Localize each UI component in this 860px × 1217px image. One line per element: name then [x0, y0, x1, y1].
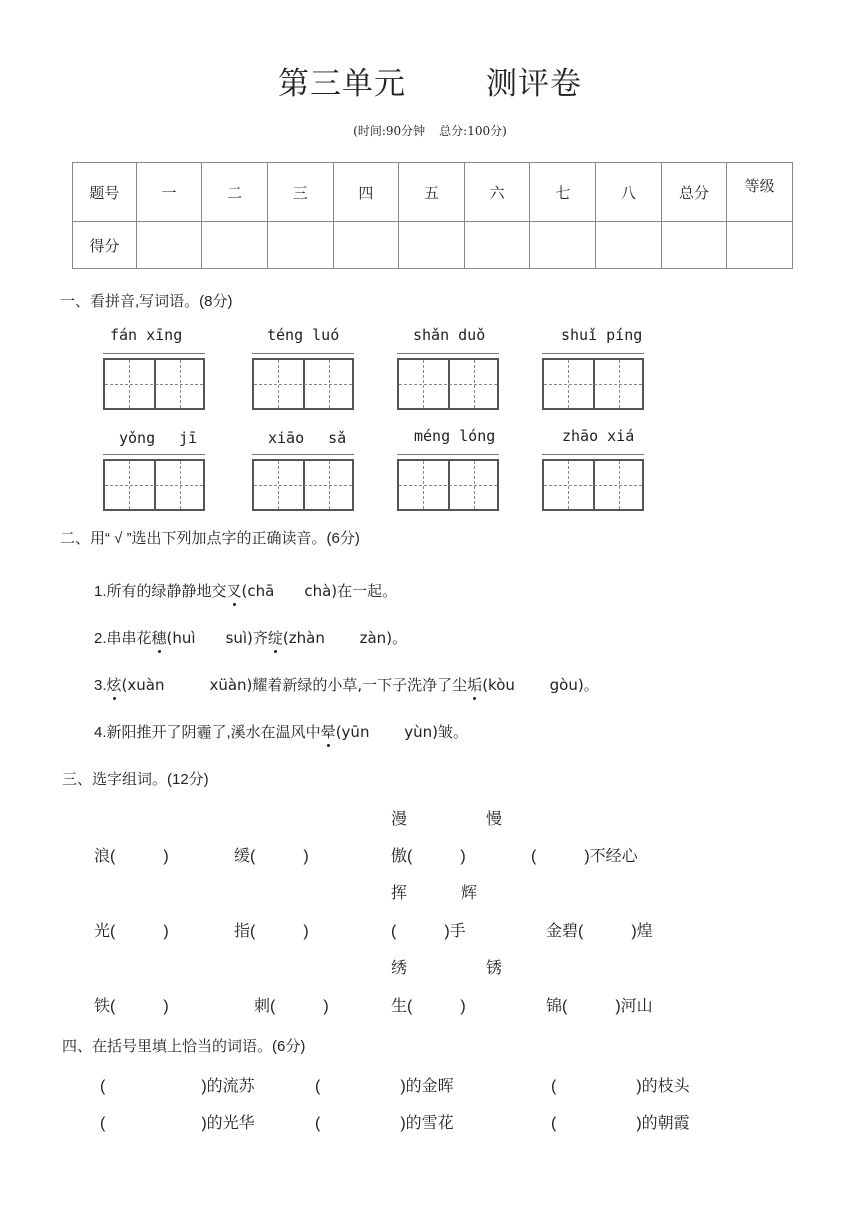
- fill-blank[interactable]: 金碧( )煌: [546, 923, 653, 940]
- score-cell: 四: [333, 163, 399, 222]
- fill-blank[interactable]: 傲( ): [391, 848, 466, 865]
- pinyin-label: téng luó: [267, 326, 340, 344]
- exam-total: 总分:100分): [439, 124, 507, 138]
- score-cell: 总分: [661, 163, 727, 222]
- pinyin-label: shuǐ píng: [561, 326, 643, 344]
- score-cell: 三: [267, 163, 333, 222]
- dotted-char: 垢: [467, 674, 482, 695]
- char-option: 慢: [486, 811, 503, 828]
- pinyin-label: fán xīng: [110, 326, 183, 344]
- writing-box[interactable]: [103, 358, 205, 410]
- score-table-score-row: [73, 222, 793, 269]
- fill-blank[interactable]: ( )的朝霞: [551, 1115, 690, 1132]
- fill-blank[interactable]: 浪( ): [94, 848, 169, 865]
- dotted-char: 穗: [152, 627, 167, 648]
- pinyin-label: xiāo sǎ: [268, 429, 347, 447]
- writing-box[interactable]: [542, 358, 644, 410]
- score-input-cell[interactable]: [661, 222, 727, 269]
- writing-box[interactable]: [542, 459, 644, 511]
- writing-box[interactable]: [103, 459, 205, 511]
- pinyin-label: yǒng jī: [119, 429, 198, 447]
- fill-blank[interactable]: ( )不经心: [531, 848, 638, 865]
- score-cell: 五: [399, 163, 465, 222]
- question-2-4: [94, 721, 468, 742]
- fill-blank[interactable]: ( )的雪花: [315, 1115, 454, 1132]
- question-2-1: [94, 580, 397, 601]
- question-2-3: [94, 674, 599, 695]
- score-cell: 题号: [73, 163, 137, 222]
- question-options[interactable]: (yūn yùn)皱。: [335, 723, 468, 741]
- section3-heading: 三、选字组词。(12分): [62, 771, 209, 788]
- score-cell: 二: [202, 163, 268, 222]
- question-text: 1.所有的绿静静地交: [94, 583, 227, 600]
- score-label: 得分: [73, 222, 137, 269]
- char-option: 绣: [391, 960, 408, 977]
- fill-blank[interactable]: 指( ): [234, 923, 309, 940]
- question-options[interactable]: (zhàn zàn)。: [282, 629, 408, 647]
- char-option: 锈: [486, 960, 503, 977]
- fill-blank[interactable]: ( )的金晖: [315, 1078, 454, 1095]
- score-cell: 等级: [727, 163, 793, 222]
- score-input-cell[interactable]: [727, 222, 793, 269]
- dotted-char: 炫: [107, 674, 122, 695]
- question-text: 2.串串花: [94, 630, 152, 647]
- dotted-char: 晕: [321, 721, 336, 742]
- fill-blank[interactable]: ( )的光华: [100, 1115, 255, 1132]
- score-cell: 一: [136, 163, 202, 222]
- char-option: 挥: [391, 885, 408, 902]
- pinyin-label: zhāo xiá: [562, 427, 635, 445]
- score-input-cell[interactable]: [202, 222, 268, 269]
- dotted-char: 绽: [268, 627, 283, 648]
- writing-box[interactable]: [397, 358, 499, 410]
- pinyin-label: shǎn duǒ: [413, 326, 486, 344]
- question-text: 3.: [94, 677, 107, 694]
- question-options[interactable]: (huì suì)齐: [166, 629, 268, 647]
- writing-box[interactable]: [397, 459, 499, 511]
- fill-blank[interactable]: 铁( ): [94, 998, 169, 1015]
- char-option: 漫: [391, 811, 408, 828]
- score-input-cell[interactable]: [399, 222, 465, 269]
- score-cell: 七: [530, 163, 596, 222]
- fill-blank[interactable]: 光( ): [94, 923, 169, 940]
- score-table-header-row: [73, 163, 793, 222]
- section2-heading: 二、用“ √ ”选出下列加点字的正确读音。(6分): [60, 530, 360, 547]
- score-cell: 八: [596, 163, 662, 222]
- fill-blank[interactable]: 锦( )河山: [546, 998, 653, 1015]
- question-options[interactable]: (xuàn xüàn)耀着新绿的小草,一下子洗净了尘: [121, 676, 468, 694]
- score-input-cell[interactable]: [530, 222, 596, 269]
- question-2-2: [94, 627, 407, 648]
- score-input-cell[interactable]: [333, 222, 399, 269]
- score-input-cell[interactable]: [267, 222, 333, 269]
- section1-heading: 一、看拼音,写词语。(8分): [60, 293, 233, 310]
- score-input-cell[interactable]: [596, 222, 662, 269]
- score-cell: 六: [464, 163, 530, 222]
- pinyin-label: méng lóng: [414, 427, 496, 445]
- score-table: [72, 162, 793, 269]
- question-options[interactable]: (kòu gòu)。: [482, 676, 599, 694]
- question-text: 4.新阳推开了阴霾了,溪水在温风中: [94, 724, 321, 741]
- fill-blank[interactable]: 生( ): [391, 998, 466, 1015]
- fill-blank[interactable]: ( )手: [391, 923, 466, 940]
- fill-blank[interactable]: 刺( ): [254, 998, 329, 1015]
- dotted-char: 叉: [227, 580, 242, 601]
- page-title: [0, 58, 860, 103]
- exam-info: [0, 122, 860, 139]
- writing-box[interactable]: [252, 459, 354, 511]
- question-options[interactable]: (chā chà)在一起。: [241, 582, 398, 600]
- title-right: 测评卷: [486, 66, 582, 102]
- char-option: 辉: [461, 885, 478, 902]
- writing-box[interactable]: [252, 358, 354, 410]
- exam-time: (时间:90分钟: [353, 124, 426, 138]
- score-input-cell[interactable]: [464, 222, 530, 269]
- section4-heading: 四、在括号里填上恰当的词语。(6分): [62, 1038, 306, 1055]
- title-left: 第三单元: [278, 66, 406, 102]
- fill-blank[interactable]: ( )的枝头: [551, 1078, 690, 1095]
- score-input-cell[interactable]: [136, 222, 202, 269]
- fill-blank[interactable]: 缓( ): [234, 848, 309, 865]
- fill-blank[interactable]: ( )的流苏: [100, 1078, 255, 1095]
